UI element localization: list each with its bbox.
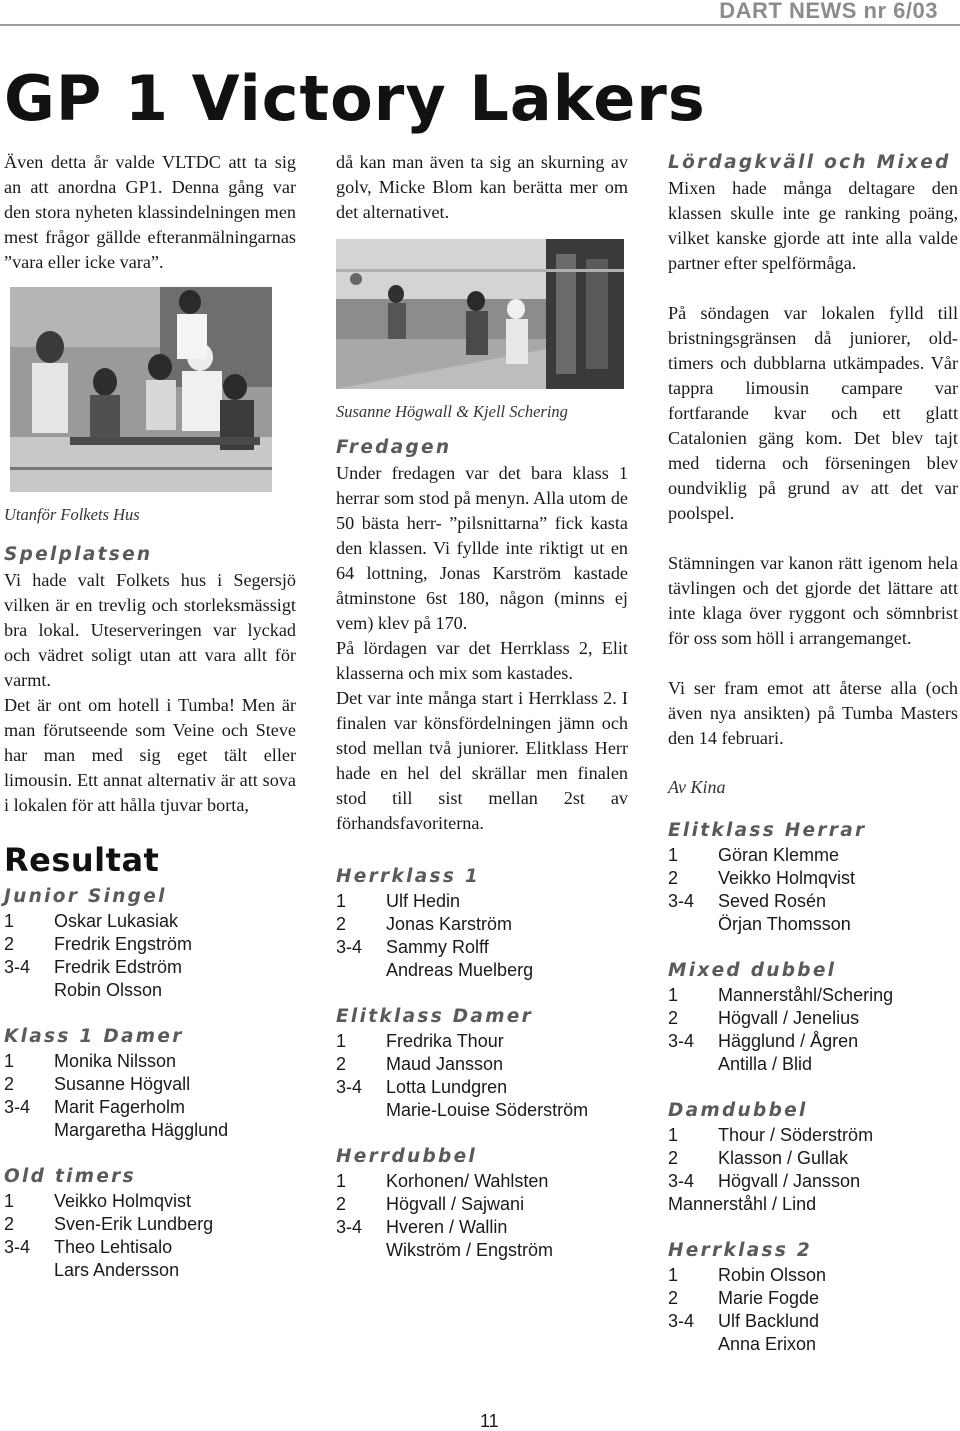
result-row — [336, 1193, 628, 1216]
result-row — [336, 1076, 628, 1099]
player: Örjan Thomsson — [718, 914, 851, 934]
result-row — [4, 1050, 296, 1073]
results-title: Old timers — [4, 1166, 136, 1187]
place: 1 — [4, 1051, 15, 1071]
page-number: 11 — [480, 1411, 499, 1431]
column-1 — [4, 150, 296, 1282]
result-row — [668, 1170, 958, 1193]
player: Fredrika Thour — [386, 1031, 504, 1051]
player: Maud Jansson — [386, 1054, 504, 1074]
section-heading-spelplatsen: Spelplatsen — [4, 544, 153, 565]
place: 1 — [668, 1265, 679, 1285]
result-row — [4, 1190, 296, 1213]
player: Ulf Hedin — [386, 891, 461, 911]
continued-paragraph: då kan man även ta sig an skurning av golv, Micke Blom kan berätta mer om det alternativet. — [336, 152, 628, 222]
results-title: Herrklass 1 — [336, 866, 481, 887]
lordag-paragraph-1: Mixen hade många deltagare den klassen skulle inte ge ranking poäng, vilket kanske gjorde att inte alla valde partner efter spelförmåga. — [668, 178, 958, 273]
page-title: GP 1 Victory Lakers — [4, 62, 706, 135]
player: Sammy Rolff — [386, 937, 489, 957]
player: Robin Olsson — [718, 1265, 827, 1285]
result-row — [4, 979, 296, 1002]
results-title: Damdubbel — [668, 1100, 808, 1121]
player: Högvall / Jansson — [718, 1171, 861, 1191]
place: 1 — [336, 891, 347, 911]
place: 1 — [668, 1125, 679, 1145]
place: 2 — [336, 1054, 347, 1074]
player: Ulf Backlund — [718, 1311, 820, 1331]
place: 1 — [4, 911, 15, 931]
place — [4, 1259, 54, 1282]
result-row — [4, 1213, 296, 1236]
player: Mannerståhl/Schering — [718, 985, 894, 1005]
result-row — [668, 913, 958, 936]
column-2 — [336, 150, 628, 1262]
result-row — [4, 1259, 296, 1282]
place: 2 — [668, 868, 679, 888]
player: Fredrik Edström — [54, 957, 183, 977]
place — [336, 959, 386, 982]
results-herrdubbel — [336, 1144, 628, 1262]
results-title: Herrdubbel — [336, 1146, 478, 1167]
results-herrklass1 — [336, 864, 628, 982]
place — [4, 1119, 54, 1142]
player: Lotta Lundgren — [386, 1077, 508, 1097]
results-title: Mixed dubbel — [668, 960, 837, 981]
section-heading-lordagkvall: Lördagkväll och Mixed — [668, 152, 951, 173]
article-signature: Av Kina — [668, 777, 726, 797]
spelplatsen-paragraph-1: Vi hade valt Folkets hus i Segersjö vilken är en trevlig och storleksmässigt bra lokal. Uteserveringen var lyckad och vädret soligt utan att vara allt för varmt. — [4, 570, 296, 690]
results-title: Klass 1 Damer — [4, 1026, 184, 1047]
results-damdubbel — [668, 1098, 958, 1216]
player: Margaretha Hägglund — [54, 1120, 229, 1140]
player: Högvall / Jenelius — [718, 1008, 860, 1028]
result-row — [336, 913, 628, 936]
results-elitklass-herrar — [668, 818, 958, 936]
result-row — [668, 1124, 958, 1147]
place: 3-4 — [668, 1031, 695, 1051]
result-row — [4, 1236, 296, 1259]
place: 3-4 — [668, 1311, 695, 1331]
result-row — [668, 1030, 958, 1053]
place: 3-4 — [668, 1171, 695, 1191]
place: 2 — [4, 934, 15, 954]
results-title: Junior Singel — [4, 886, 167, 907]
photo-caption: Susanne Högwall & Kjell Schering — [336, 402, 568, 421]
result-row — [336, 1170, 628, 1193]
result-row — [668, 1007, 958, 1030]
player: Göran Klemme — [718, 845, 840, 865]
place — [668, 1053, 718, 1076]
player: Hägglund / Ågren — [718, 1031, 859, 1051]
result-row — [668, 844, 958, 867]
player: Marie-Louise Söderström — [386, 1100, 589, 1120]
place: 2 — [336, 914, 347, 934]
results-junior-singel — [4, 884, 296, 1002]
place: 3-4 — [4, 957, 31, 977]
player: Marie Fogde — [718, 1288, 820, 1308]
player: Oskar Lukasiak — [54, 911, 179, 931]
results-mixed-dubbel — [668, 958, 958, 1076]
place — [668, 913, 718, 936]
result-row — [336, 1053, 628, 1076]
result-row — [668, 1333, 958, 1356]
photo-susanne-kjell — [336, 239, 624, 389]
place — [336, 1099, 386, 1122]
result-row — [336, 959, 628, 982]
results-title: Elitklass Herrar — [668, 820, 867, 841]
result-row — [668, 1287, 958, 1310]
player: Fredrik Engström — [54, 934, 193, 954]
result-row — [336, 1030, 628, 1053]
fredagen-paragraph-3: Det var inte många start i Herrklass 2. I finalen var könsfördelningen jämn och stod mellan två juniorer. Elitklass Herr hade en hel del skrällar men finalen stod till sist mellan 2st av förhandsfavoriterna. — [336, 688, 628, 833]
place — [668, 1333, 718, 1356]
place: 2 — [4, 1074, 15, 1094]
result-row — [668, 1053, 958, 1076]
player: Seved Rosén — [718, 891, 827, 911]
photo-outside-folkets-hus — [10, 287, 272, 492]
result-row — [4, 933, 296, 956]
player: Veikko Holmqvist — [54, 1191, 192, 1211]
player: Monika Nilsson — [54, 1051, 177, 1071]
place: 3-4 — [4, 1237, 31, 1257]
result-row — [336, 936, 628, 959]
player: Wikström / Engström — [386, 1240, 554, 1260]
place: 3-4 — [336, 1217, 363, 1237]
place: 3-4 — [336, 1077, 363, 1097]
result-row — [668, 1147, 958, 1170]
intro-paragraph: Även detta år valde VLTDC att ta sig an att anordna GP1. Denna gång var den stora nyheten klassindelningen men mest frågor gällde efteranmälningarnas ”vara eller icke vara”. — [4, 152, 296, 272]
place: 1 — [668, 845, 679, 865]
results-heading: Resultat — [4, 841, 160, 879]
place: 2 — [336, 1194, 347, 1214]
result-row — [4, 1119, 296, 1142]
results-title: Herrklass 2 — [668, 1240, 813, 1261]
player: Mannerståhl / Lind — [668, 1194, 817, 1214]
spelplatsen-paragraph-2: Det är ont om hotell i Tumba! Men är man förutseende som Veine och Steve har man med sig eget tält eller limousin. Ett annat alternativ är att sova i lokalen för att hålla tjuvar borta, — [4, 695, 296, 815]
result-row — [668, 1193, 958, 1216]
player: Andreas Muelberg — [386, 960, 534, 980]
result-row — [4, 956, 296, 979]
result-row — [336, 1216, 628, 1239]
place: 2 — [4, 1214, 15, 1234]
header-rule — [0, 24, 960, 26]
result-row — [668, 1310, 958, 1333]
place — [4, 979, 54, 1002]
place: 1 — [336, 1031, 347, 1051]
player: Jonas Karström — [386, 914, 513, 934]
player: Marit Fagerholm — [54, 1097, 186, 1117]
section-heading-fredagen: Fredagen — [336, 437, 452, 458]
place: 1 — [336, 1171, 347, 1191]
place: 2 — [668, 1148, 679, 1168]
column-3 — [668, 150, 958, 1356]
result-row — [4, 1073, 296, 1096]
result-row — [4, 910, 296, 933]
place: 2 — [668, 1008, 679, 1028]
result-row — [336, 1239, 628, 1262]
place: 3-4 — [336, 937, 363, 957]
player: Robin Olsson — [54, 980, 163, 1000]
result-row — [336, 1099, 628, 1122]
player: Thour / Söderström — [718, 1125, 874, 1145]
results-klass1-damer — [4, 1024, 296, 1142]
player: Korhonen/ Wahlsten — [386, 1171, 549, 1191]
issue-label: DART NEWS nr 6/03 — [719, 0, 938, 23]
lordag-paragraph-2: På söndagen var lokalen fylld till bristningsgränsen då juniorer, old-timers och dubblarna utkämpades. Vår tappra limousin campare var fortfarande kvar och ett glatt Catalonien gäng kom. Det blev tajt med tiderna och förseningen blev oundviklig på grund av att det var poolspel. — [668, 303, 958, 523]
player: Sven-Erik Lundberg — [54, 1214, 214, 1234]
player: Högvall / Sajwani — [386, 1194, 525, 1214]
player: Veikko Holmqvist — [718, 868, 856, 888]
place — [336, 1239, 386, 1262]
results-herrklass2 — [668, 1238, 958, 1356]
player: Lars Andersson — [54, 1260, 180, 1280]
result-row — [668, 867, 958, 890]
fredagen-paragraph-1: Under fredagen var det bara klass 1 herrar som stod på menyn. Alla utom de 50 bästa herr- ”pilsnittarna” fick kasta den klassen. Vi fyllde inte riktigt ut en 64 lottning, Jonas Karström kastade åtminstone 6st 180, någon (minns ej vem) klev på 170. — [336, 463, 628, 633]
fredagen-paragraph-2: På lördagen var det Herrklass 2, Elit klasserna och mix som kastades. — [336, 638, 628, 683]
player: Klasson / Gullak — [718, 1148, 849, 1168]
player: Susanne Högvall — [54, 1074, 191, 1094]
result-row — [336, 890, 628, 913]
lordag-paragraph-3: Stämningen var kanon rätt igenom hela tävlingen och det gjorde det lättare att inte klaga över ryggont och sömnbrist för oss som höll i arrangemanget. — [668, 553, 958, 648]
result-row — [668, 1264, 958, 1287]
player: Anna Erixon — [718, 1334, 817, 1354]
result-row — [668, 890, 958, 913]
lordag-paragraph-4: Vi ser fram emot att återse alla (och även nya ansikten) på Tumba Masters den 14 februari. — [668, 678, 958, 748]
result-row — [4, 1096, 296, 1119]
result-row — [668, 984, 958, 1007]
place: 2 — [668, 1288, 679, 1308]
player: Antilla / Blid — [718, 1054, 813, 1074]
place: 3-4 — [668, 891, 695, 911]
photo-caption: Utanför Folkets Hus — [4, 505, 140, 524]
results-title: Elitklass Damer — [336, 1006, 534, 1027]
player: Theo Lehtisalo — [54, 1237, 173, 1257]
player: Hveren / Wallin — [386, 1217, 508, 1237]
place: 1 — [4, 1191, 15, 1211]
results-elitklass-damer — [336, 1004, 628, 1122]
place: 3-4 — [4, 1097, 31, 1117]
results-old-timers — [4, 1164, 296, 1282]
place: 1 — [668, 985, 679, 1005]
